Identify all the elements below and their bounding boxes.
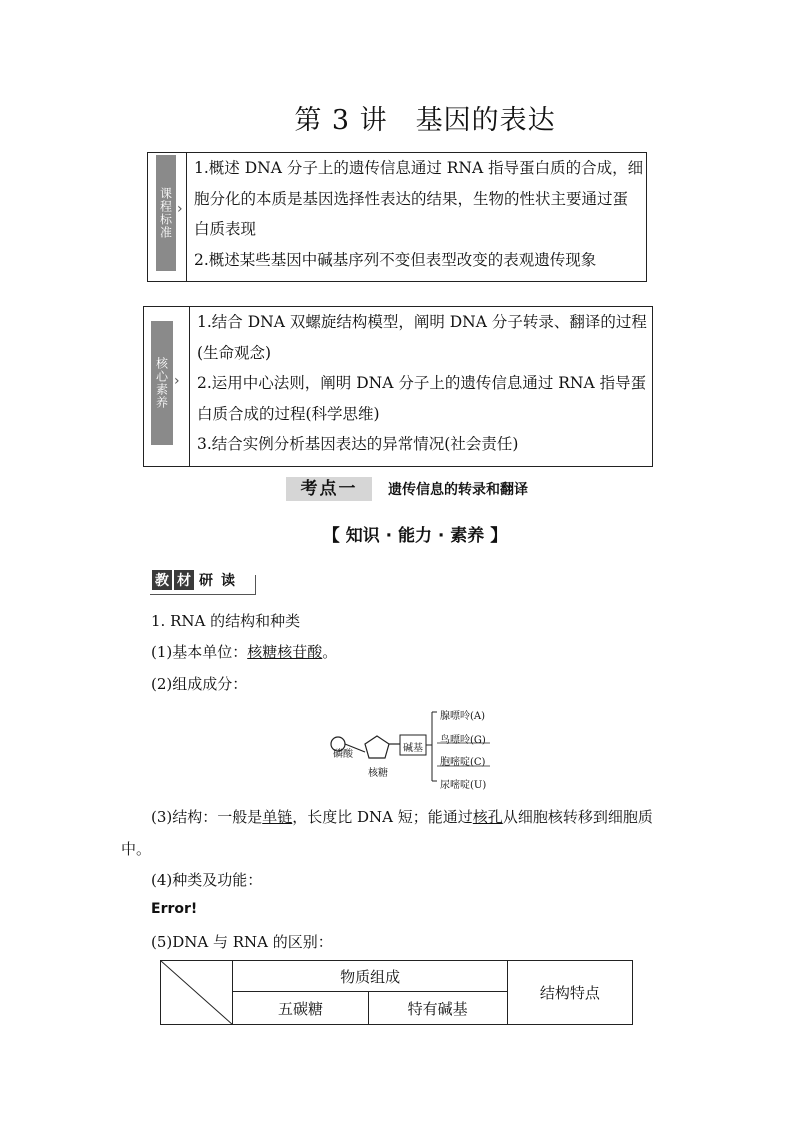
exam-point-title: 遗传信息的转录和翻译 xyxy=(388,482,528,498)
chevron-right-icon: › xyxy=(174,373,180,389)
types-line: (4)种类及功能： xyxy=(151,871,263,889)
standard-line: 胞分化的本质是基因选择性表达的结果，生物的性状主要通过蛋 xyxy=(194,189,629,208)
literacy-line: 白质合成的过程(科学思维) xyxy=(197,404,380,423)
chevron-right-icon: › xyxy=(177,201,183,217)
base-label: 碱基 xyxy=(403,743,423,754)
ribose-label: 核糖 xyxy=(368,768,388,779)
basic-unit-line xyxy=(151,641,337,662)
structure-answer: 核孔 xyxy=(472,808,503,826)
basic-unit-answer: 核糖核苷酸 xyxy=(247,643,323,661)
page-title: 第 3 讲 基因的表达 xyxy=(294,105,556,136)
col-structure-header: 结构特点 xyxy=(507,961,632,1025)
structure-text: ，长度比 DNA 短；能通过 xyxy=(292,808,473,826)
tag-char: 教 xyxy=(152,570,172,590)
base-adenine: 腺嘌呤(A) xyxy=(440,711,486,722)
base-cytosine: 胞嘧啶(C) xyxy=(440,757,486,768)
literacy-line: 3.结合实例分析基因表达的异常情况(社会责任) xyxy=(197,435,519,453)
core-literacy-label: 核心素养 xyxy=(151,321,173,445)
basic-unit-prefix: (1)基本单位： xyxy=(151,643,248,661)
col-sugar-header: 五碳糖 xyxy=(233,992,368,1025)
structure-answer: 单链 xyxy=(262,808,293,826)
diff-line: (5)DNA 与 RNA 的区别： xyxy=(151,933,333,951)
base-uracil: 尿嘧啶(U) xyxy=(440,780,487,791)
core-literacy-box xyxy=(143,306,653,467)
divider xyxy=(186,153,187,281)
structure-text: (3)结构：一般是 xyxy=(151,808,263,826)
course-standards-box xyxy=(147,152,647,282)
item-rna-structure: 1. RNA 的结构和种类 xyxy=(151,612,301,630)
standard-line: 白质表现 xyxy=(194,220,257,238)
base-guanine: 鸟嘌呤(G) xyxy=(440,735,486,746)
structure-text: 从细胞核转移到细胞质 xyxy=(502,808,653,826)
basic-unit-suffix: 。 xyxy=(322,643,338,661)
dna-rna-comparison-table xyxy=(160,960,633,1025)
exam-point-badge: 考点一 xyxy=(286,477,372,501)
error-text: Error! xyxy=(151,901,198,917)
tag-char: 研 xyxy=(199,573,213,589)
literacy-line: 1.结合 DNA 双螺旋结构模型，阐明 DNA 分子转录、翻译的过程 xyxy=(197,313,647,331)
course-standards-text xyxy=(194,153,644,275)
col-group-header: 物质组成 xyxy=(233,961,507,992)
standard-line: 2.概述某些基因中碱基序列不变但表型改变的表观遗传现象 xyxy=(194,250,597,269)
standard-line: 1.概述 DNA 分子上的遗传信息通过 RNA 指导蛋白质的合成，细 xyxy=(194,159,644,177)
ribose-pentagon xyxy=(365,736,389,758)
tag-char: 材 xyxy=(174,570,194,590)
structure-line-end: 中。 xyxy=(121,840,152,858)
col-base-header: 特有碱基 xyxy=(368,992,507,1025)
diagonal-header-cell xyxy=(161,961,233,1025)
core-literacy-text xyxy=(197,307,652,460)
phosphate-label: 磷酸 xyxy=(333,749,353,760)
tag-char: 读 xyxy=(221,573,235,589)
composition-line: (2)组成成分： xyxy=(151,675,248,693)
literacy-line: 2.运用中心法则，阐明 DNA 分子上的遗传信息通过 RNA 指导蛋 xyxy=(197,374,647,392)
textbook-reading-tag xyxy=(152,569,240,591)
structure-line xyxy=(151,806,691,827)
divider xyxy=(189,307,190,466)
course-standards-label: 课程标准 xyxy=(156,155,176,271)
section-heading: 【 知识 · 能力 · 素养 】 xyxy=(322,526,508,546)
literacy-line: (生命观念) xyxy=(197,343,272,362)
